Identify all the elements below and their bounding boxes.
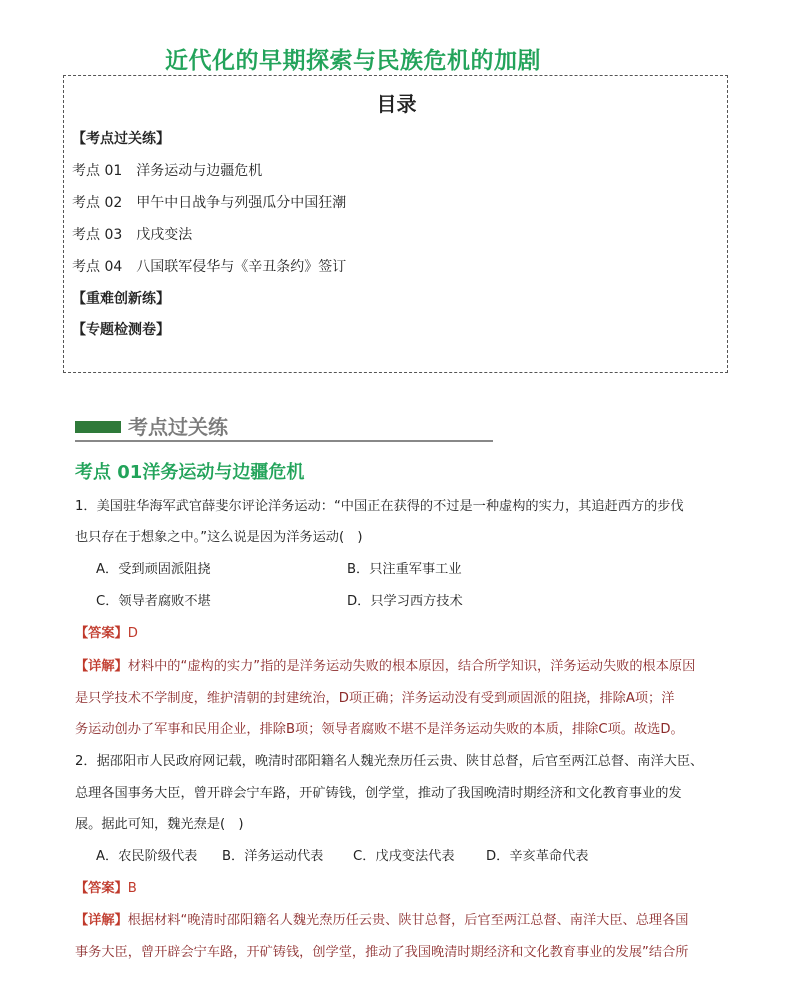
q1-detail-line1 — [75, 655, 695, 674]
q2-stem-line3: 展。据此可知，魏光焘是( ) — [75, 817, 244, 832]
q2-stem-line2: 总理各国事务大臣，曾开辟会宁车路，开矿铸钱，创学堂，推动了我国晚清时期经济和文化教育事业的发 — [75, 786, 682, 801]
q1-answer-value: D — [127, 626, 138, 641]
section-divider — [75, 440, 493, 442]
q1-detail-text1: 材料中的“虚构的实力”指的是洋务运动失败的根本原因，结合所学知识，洋务运动失败的根本原因 — [127, 659, 696, 674]
q1-answer-tag: 【答案】 — [75, 626, 128, 641]
section-banner — [75, 410, 493, 444]
q1-option-a[interactable]: A．受到顽固派阻挠 — [96, 562, 211, 577]
q2-answer-value: B — [127, 881, 137, 896]
q2-option-b[interactable]: B．洋务运动代表 — [222, 849, 324, 864]
q1-stem-line1: 1．美国驻华海军武官薛斐尔评论洋务运动：“中国正在获得的不过是一种虚构的实力，其追赶西方的步伐 — [75, 499, 684, 514]
q1-detail-line3: 务运动创办了军事和民用企业，排除B项；领导者腐败不堪不是洋务运动失败的本质，排除C项。故选D。 — [75, 722, 684, 737]
q1-detail-line2: 是只学技术不学制度，维护清朝的封建统治，D项正确；洋务运动没有受到顽固派的阻挠，排除A项；洋 — [75, 691, 675, 706]
q2-answer-tag: 【答案】 — [75, 881, 128, 896]
q1-option-c[interactable]: C．领导者腐败不堪 — [96, 594, 211, 609]
toc-section-kaodian[interactable]: 【考点过关练】 — [72, 131, 170, 147]
q2-detail-line1 — [75, 909, 688, 928]
q2-option-d[interactable]: D．辛亥革命代表 — [486, 849, 589, 864]
table-of-contents — [63, 75, 728, 373]
toc-heading: 目录 — [376, 92, 417, 116]
q1-option-d[interactable]: D．只学习西方技术 — [347, 594, 463, 609]
q1-stem-line2: 也只存在于想象之中。”这么说是因为洋务运动( ) — [75, 530, 363, 545]
toc-item-01[interactable]: 考点 01 洋务运动与边疆危机 — [72, 163, 263, 179]
q2-detail-text1: 根据材料“晚清时邵阳籍名人魏光焘历任云贵、陕甘总督，后官至两江总督、南洋大臣、总理各国 — [127, 913, 689, 928]
q2-detail-tag: 【详解】 — [75, 913, 128, 928]
q2-answer — [75, 877, 137, 896]
q1-option-b[interactable]: B．只注重军事工业 — [347, 562, 462, 577]
toc-item-03[interactable]: 考点 03 戊戌变法 — [72, 227, 193, 243]
kaodian-title: 考点 01洋务运动与边疆危机 — [75, 462, 305, 483]
document-title: 近代化的早期探索与民族危机的加剧 — [165, 48, 541, 74]
q2-option-a[interactable]: A．农民阶级代表 — [96, 849, 198, 864]
q2-stem-line1: 2．据邵阳市人民政府网记载，晚清时邵阳籍名人魏光焘历任云贵、陕甘总督，后官至两江总督、南洋大臣、 — [75, 754, 704, 769]
toc-item-02[interactable]: 考点 02 甲午中日战争与列强瓜分中国狂潮 — [72, 195, 347, 211]
q1-answer — [75, 622, 138, 641]
section-banner-label: 考点过关练 — [128, 415, 228, 439]
q2-option-c[interactable]: C．戊戌变法代表 — [353, 849, 455, 864]
toc-section-zhongnan[interactable]: 【重难创新练】 — [72, 291, 170, 307]
q1-detail-tag: 【详解】 — [75, 659, 128, 674]
toc-section-jiance[interactable]: 【专题检测卷】 — [72, 322, 170, 338]
banner-bar-decoration — [75, 421, 121, 433]
q2-detail-line2: 事务大臣，曾开辟会宁车路，开矿铸钱，创学堂，推动了我国晚清时期经济和文化教育事业的发展”结合所 — [75, 945, 689, 960]
toc-item-04[interactable]: 考点 04 八国联军侵华与《辛丑条约》签订 — [72, 259, 347, 275]
